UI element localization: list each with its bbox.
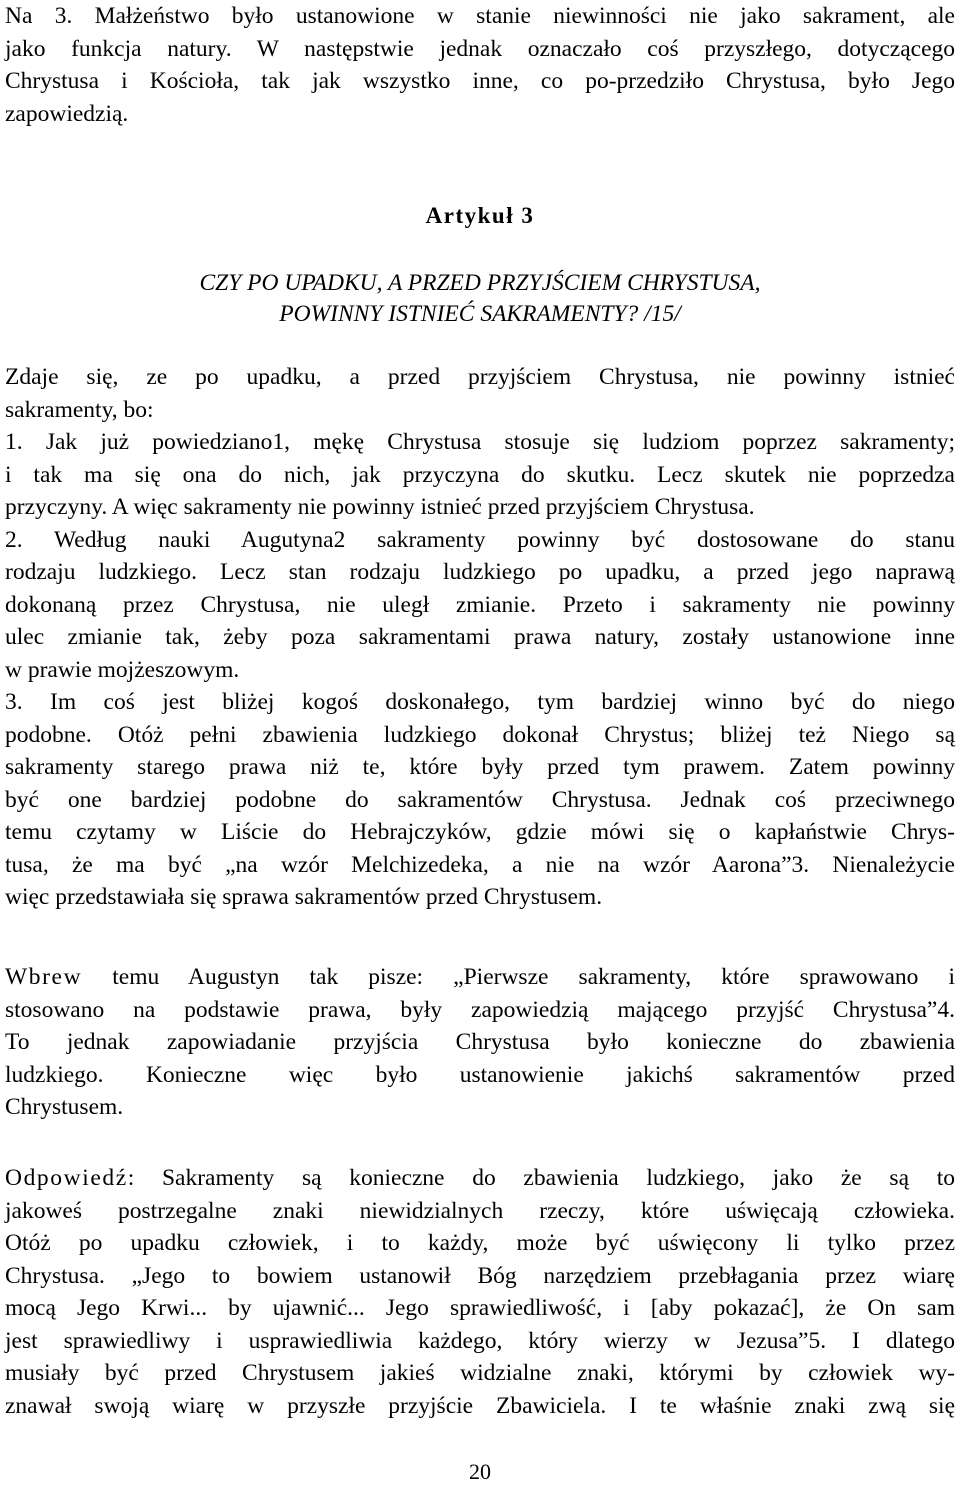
text-line: Na 3. Małżeństwo było ustanowione w stanie niewinności nie jako sakrament, ale: [5, 3, 955, 29]
text-line: przyczyny. A więc sakramenty nie powinny istnieć przed przyjściem Chrystusa.: [5, 494, 755, 520]
text-line: [5, 961, 955, 994]
document-page: [5, 0, 955, 1485]
text-line: ulec zmianie tak, żeby poza sakramentami prawa natury, zostały ustanowione inne: [5, 624, 955, 650]
article-question: [5, 268, 955, 330]
text-line: dokonaną przez Chrystusa, nie uległ zmianie. Przeto i sakramenty nie powinny: [5, 591, 955, 618]
article-title: Artykuł 3: [425, 203, 535, 228]
text-line: To jednak zapowiadanie przyjścia Chrystusa było konieczne do zbawienia: [5, 1029, 955, 1055]
text-line: rodzaju ludzkiego. Lecz stan rodzaju ludzkiego po upadku, a przed jego naprawą: [5, 559, 955, 585]
text-line: jest sprawiedliwy i usprawiedliwia każdego, który wierzy w Jezusa”5. I dlatego: [5, 1327, 955, 1354]
text-line: Chrystusem.: [5, 1094, 124, 1120]
text-line: 1. Jak już powiedziano1, mękę Chrystusa stosuje się ludziom poprzez sakramenty;: [5, 429, 955, 455]
text-line: Chrystusa. „Jego to bowiem ustanowił Bóg narzędziem przebłagania przez wiarę: [5, 1262, 955, 1289]
text-line: podobne. Otóż pełni zbawienia ludzkiego dokonał Chrystus; bliżej też Niego są: [5, 721, 955, 748]
paragraph-respondeo: [5, 1162, 955, 1422]
text-line: w prawie mojżeszowym.: [5, 656, 240, 683]
page-number: 20: [469, 1459, 491, 1484]
paragraph-reply-3: [5, 0, 955, 130]
text-line: ludzkiego. Konieczne więc było ustanowienie jakichś sakramentów przed: [5, 1061, 955, 1088]
text-line: Chrystusa i Kościoła, tak jak wszystko inne, co po-przedziło Chrystusa, było Jego: [5, 68, 955, 94]
text-line: tusa, że ma być „na wzór Melchizedeka, a nie na wzór Aarona”3. Nienależycie: [5, 851, 955, 878]
text-line: zapowiedzią.: [5, 100, 129, 127]
paragraph-sed-contra: [5, 961, 955, 1124]
text-line: więc przedstawiała się sprawa sakramentów przed Chrystusem.: [5, 884, 603, 910]
text-line: Zdaje się, ze po upadku, a przed przyjściem Chrystusa, nie powinny istnieć: [5, 364, 955, 390]
sed-contra-label: Wbrew: [5, 964, 83, 990]
sed-contra-text: temu Augustyn tak pisze: „Pierwsze sakramenty, które sprawowano i: [82, 964, 955, 990]
text-line: i tak ma się ona do nich, jak przyczyna do skutku. Lecz skutek nie poprzedza: [5, 461, 955, 488]
text-line: temu czytamy w Liście do Hebrajczyków, gdzie mówi się o kapłaństwie Chrys-: [5, 819, 955, 845]
text-line: sakramenty starego prawa niż te, które były przed tym prawem. Zatem powinny: [5, 754, 955, 780]
text-line: stosowano na podstawie prawa, były zapowiedzią mającego przyjść Chrystusa”4.: [5, 996, 955, 1023]
text-line: jakoweś postrzegalne znaki niewidzialnych rzeczy, które uświęcają człowieka.: [5, 1197, 955, 1224]
text-line: 3. Im coś jest bliżej kogoś doskonałego, tym bardziej winno być do niego: [5, 689, 955, 715]
text-line: być one bardziej podobne do sakramentów Chrystusa. Jednak coś przeciwnego: [5, 786, 955, 813]
question-line-1: CZY PO UPADKU, A PRZED PRZYJŚCIEM CHRYSTUSA,: [199, 270, 761, 296]
text-line: [5, 1162, 955, 1195]
text-line: Otóż po upadku człowiek, i to każdy, może być uświęcony li tylko przez: [5, 1230, 955, 1256]
text-line: jako funkcja natury. W następstwie jednak oznaczało coś przyszłego, dotyczącego: [5, 35, 955, 62]
text-line: mocą Jego Krwi... by ujawnić... Jego sprawiedliwość, i [aby pokazać], że On sam: [5, 1295, 955, 1321]
respondeo-text: : Sakramenty są konieczne do zbawienia ludzkiego, jako że są to: [127, 1165, 955, 1191]
text-line: znawał swoją wiarę w przyszłe przyjście Zbawiciela. I te właśnie znaki zwą się: [5, 1392, 955, 1419]
paragraph-objections: [5, 361, 955, 914]
text-line: musiały być przed Chrystusem jakieś widzialne znaki, którymi by człowiek wy-: [5, 1360, 955, 1386]
text-line: sakramenty, bo:: [5, 396, 154, 423]
respondeo-label: Odpowiedź: [5, 1165, 128, 1191]
text-line: 2. Według nauki Augutyna2 sakramenty powinny być dostosowane do stanu: [5, 526, 955, 553]
question-line-2: POWINNY ISTNIEĆ SAKRAMENTY? /15/: [279, 301, 681, 327]
